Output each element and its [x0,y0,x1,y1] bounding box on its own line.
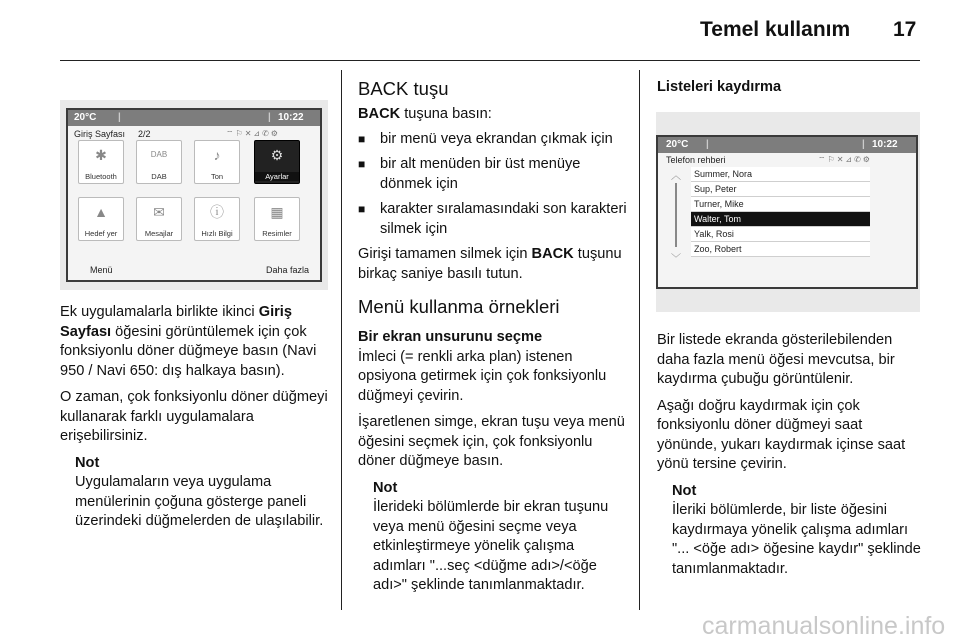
back-bullet-list [358,130,628,240]
paragraph-home-page: Ek uygulamalarla birlikte ikinci Giriş Sayfası öğesini görüntülemek için çok fonksiyonlu döner düğmeye basın (Navi 950 / Navi 650: dış halkaya basın). [60,304,317,379]
note-block [75,454,330,532]
app-tile-ayarlar[interactable] [254,140,300,184]
page-indicator: 2/2 [138,129,151,139]
status-separator: | [862,139,865,150]
settings-icon: ⚙ [270,147,284,163]
bullet-item: ■ bir alt menüden bir üst menüye dönmek için [358,155,628,194]
page-number: 17 [893,18,917,41]
bullet-item: ■ bir menü veya ekrandan çıkmak için [358,130,628,150]
section-heading-back: BACK tuşu [358,78,449,99]
dab-icon: DAB [150,150,168,159]
column-1 [60,303,330,532]
column-divider-1 [341,70,342,610]
screen-subtitle: Giriş Sayfası [74,129,126,139]
paragraph-delete-entry: Girişi tamamen silmek için BACK tuşunu birkaç saniye basılı tutun. [358,246,622,282]
status-bar [68,110,320,126]
app-tile-dab[interactable] [136,140,182,184]
status-separator: | [118,112,121,123]
softkey-menu[interactable]: Menü [90,265,113,275]
app-tile-label: Resimler [262,229,292,238]
app-tile-label: Hedef yer [84,229,118,238]
note-block [373,479,628,596]
status-separator: | [706,139,709,150]
contact-list-item[interactable]: Walter, Tom [691,212,870,227]
contact-list-item[interactable]: Summer, Nora [691,167,870,182]
app-tile-label: Ayarlar [255,172,299,181]
paragraph-access-apps: O zaman, çok fonksiyonlu döner düğmeyi kullanarak farklı uygulamalara erişebilirsiniz. [60,389,328,444]
paragraph-back-intro: BACK tuşuna basın: [358,106,492,122]
quick-info-icon: ⓘ [210,204,224,220]
watermark: carmanualsonline.info [702,612,946,640]
app-tile-ton[interactable] [194,140,240,184]
app-tile-hedef-yer[interactable] [78,197,124,241]
screen-subtitle: Telefon rehberi [666,155,726,165]
header-rule [60,60,920,61]
phonebook-screen-display [656,135,918,289]
softkey-more[interactable]: Daha fazla [266,265,310,275]
status-separator: | [268,112,271,123]
tone-icon: ♪ [213,147,221,163]
section-heading-menu-examples: Menü kullanma örnekleri [358,296,560,317]
note-text: İlerideki bölümlerde bir ekran tuşunu veya menü öğesini seçme veya etkinleştirmeye yönelik çalışma adımları "...seç <düğme adı>/<öğe adı>" şeklinde tanımlanmaktadır. [373,499,609,593]
destination-icon: ▲ [94,204,108,220]
app-tile-label: Hızlı Bilgi [201,229,233,238]
note-title: Not [672,482,697,499]
subheading-scroll-lists: Listeleri kaydırma [657,79,782,95]
column-2 [358,78,628,596]
contact-list-item[interactable]: Turner, Mike [691,197,870,212]
scroll-up-icon[interactable]: ︿ [671,171,681,182]
pictures-icon: ▦ [270,204,284,220]
messages-icon: ✉ [153,204,165,220]
page-header-title: Temel kullanım [700,18,851,41]
status-icons: ⌔⚐✕⊿✆⚙ [226,129,280,138]
paragraph-scrollbar: Bir listede ekranda gösterilebilenden daha fazla menü öğesi mevcutsa, bir kaydırma çubuğu görüntülenir. [657,332,895,387]
paragraph-turn-knob: İmleci (= renkli arka plan) istenen opsiyona getirmek için çok fonksiyonlu düğmeyi çevirin. [358,348,607,404]
home-screen-figure [60,100,328,290]
app-tile-label: DAB [151,172,167,181]
temperature-readout: 20°C [666,139,689,150]
note-text: İleriki bölümlerde, bir liste öğesini kaydırmaya yönelik çalışma adımları "... <öğe adı> öğesine kaydır" şeklinde tanımlanmaktadır. [672,502,921,577]
home-screen-display [66,108,322,282]
column-3-heading [657,78,927,98]
bullet-item: ■ karakter sıralamasındaki son karakteri silmek için [358,200,628,239]
column-3 [657,331,925,579]
app-tile-label: Ton [210,172,224,181]
note-title: Not [75,454,100,471]
bluetooth-icon: ✱ [95,147,107,163]
app-tile-label: Mesajlar [144,229,174,238]
paragraph-scroll-direction: Aşağı doğru kaydırmak için çok fonksiyonlu döner düğmeyi saat yönünde, yukarı kaydırmak içinse saat yönü tersine çevirin. [657,397,906,472]
status-bar [658,137,916,153]
scrollbar[interactable] [675,183,677,247]
subheading-select-element: Bir ekran unsurunu seçme [358,329,543,345]
scroll-down-icon[interactable]: ﹀ [671,254,681,265]
column-divider-2 [639,70,640,610]
contact-list-item[interactable]: Yalk, Rosi [691,227,870,242]
status-icons: ⌔⚐✕⊿✆⚙ [818,155,872,164]
contact-list-item[interactable]: Sup, Peter [691,182,870,197]
note-block [672,482,925,580]
app-tile-mesajlar[interactable] [136,197,182,241]
app-tile-resimler[interactable] [254,197,300,241]
phonebook-screen-figure [656,112,920,312]
app-tile-hızlı-bilgi[interactable] [194,197,240,241]
clock-readout: 10:22 [278,112,304,123]
contact-list-item[interactable]: Zoo, Robert [691,242,870,257]
clock-readout: 10:22 [872,139,898,150]
app-tile-bluetooth[interactable] [78,140,124,184]
app-tile-label: Bluetooth [85,172,117,181]
note-text: Uygulamaların veya uygulama menülerinin çoğuna gösterge paneli üzerindeki düğmelerden de ulaşılabilir. [75,474,324,529]
note-title: Not [373,479,398,496]
paragraph-press-knob: İşaretlenen simge, ekran tuşu veya menü öğesini seçmek için, çok fonksiyonlu döner düğmeye basın. [358,414,625,469]
temperature-readout: 20°C [74,112,97,123]
